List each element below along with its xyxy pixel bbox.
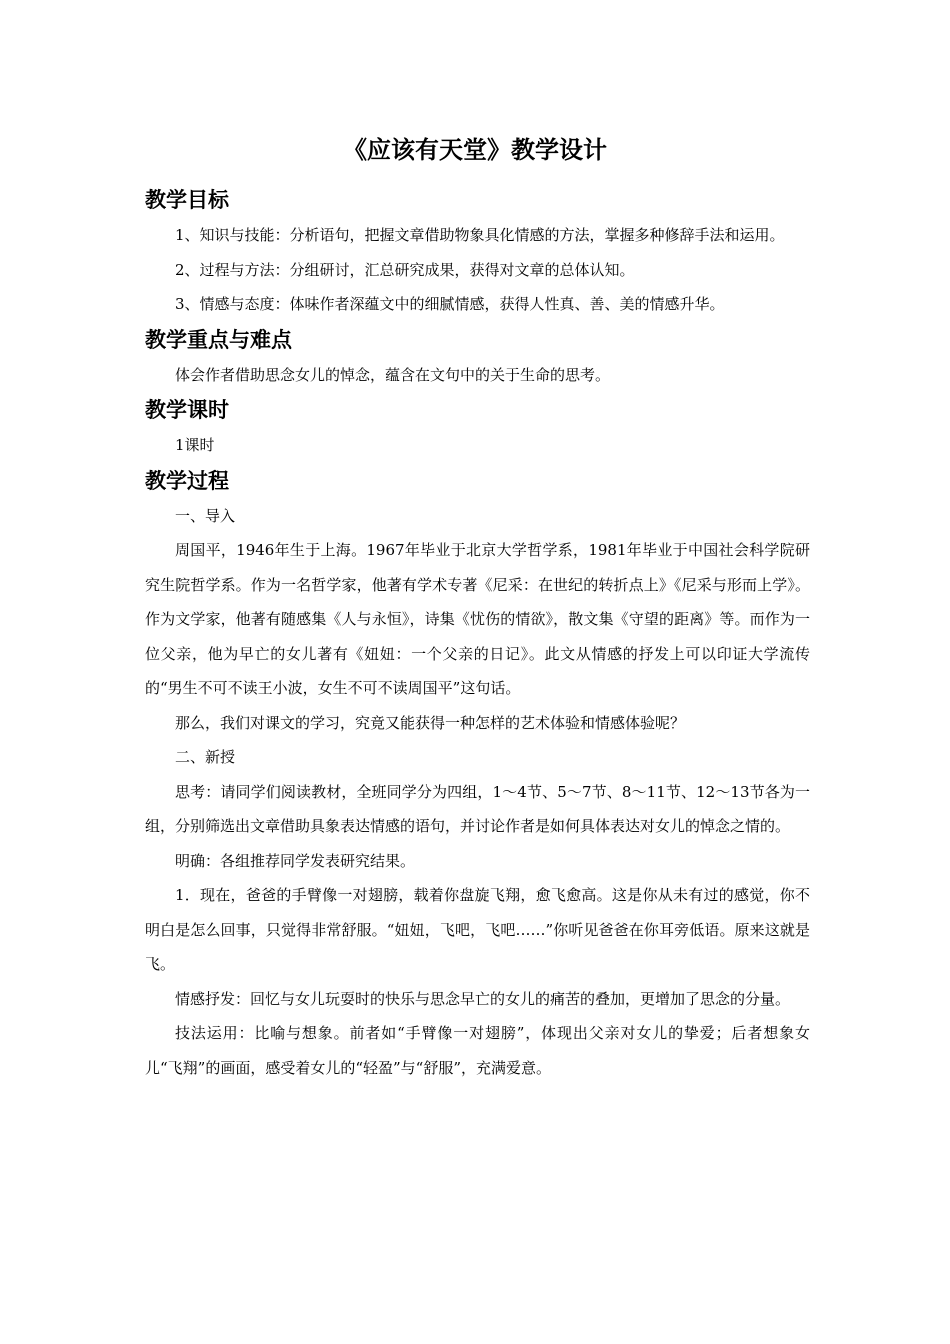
section-heading-process: 教学过程 xyxy=(145,468,229,493)
process-paragraph: 技法运用：比喻与想象。前者如“手臂像一对翅膀”，体现出父亲对女儿的挚爱；后者想象女儿“飞翔”的画面，感受着女儿的“轻盈”与“舒服”，充满爱意。 xyxy=(145,1024,810,1077)
objective-item: 3、情感与态度：体味作者深蕴文中的细腻情感，获得人性真、善、美的情感升华。 xyxy=(175,295,725,313)
objective-item: 1、知识与技能：分析语句，把握文章借助物象具化情感的方法，掌握多种修辞手法和运用。 xyxy=(175,226,785,244)
process-paragraph: 周国平，1946年生于上海。1967年毕业于北京大学哲学系，1981年毕业于中国社会科学院研究生院哲学系。作为一名哲学家，他著有学术专著《尼采：在世纪的转折点上》《尼采与形而上学》。作为文学家，他著有随感集《人与永恒》，诗集《忧伤的情欲》，散文集《守望的距离》等。而作为一位父亲，他为早亡的女儿著有《妞妞：一个父亲的日记》。此文从情感的抒发上可以印证大学流传的“男生不可不读王小波，女生不可不读周国平”这句话。 xyxy=(145,541,810,697)
process-paragraph: 情感抒发：回忆与女儿玩耍时的快乐与思念早亡的女儿的痛苦的叠加，更增加了思念的分量。 xyxy=(175,989,791,1008)
objective-item: 2、过程与方法：分组研讨，汇总研究成果，获得对文章的总体认知。 xyxy=(175,260,635,279)
process-paragraph: 明确：各组推荐同学发表研究结果。 xyxy=(175,851,416,870)
document-title: 《应该有天堂》教学设计 xyxy=(343,136,607,164)
hours-text: 1课时 xyxy=(175,436,215,454)
process-paragraph: 1．现在，爸爸的手臂像一对翅膀，载着你盘旋飞翔，愈飞愈高。这是你从未有过的感觉，你不明白是怎么回事，只觉得非常舒服。“妞妞，飞吧，飞吧……”你听见爸爸在你耳旁低语。原来这就是飞。 xyxy=(145,886,810,973)
process-step-heading: 二、新授 xyxy=(175,748,236,766)
process-step-heading: 一、导入 xyxy=(175,506,236,525)
section-heading-key-points: 教学重点与难点 xyxy=(145,327,292,352)
process-paragraph: 思考：请同学们阅读教材，全班同学分为四组，1～4节、5～7节、8～11节、12～13节各为一组，分别筛选出文章借助具象表达情感的语句，并讨论作者是如何具体表达对女儿的悼念之情的。 xyxy=(145,782,810,835)
section-heading-hours: 教学课时 xyxy=(145,398,229,422)
section-heading-objectives: 教学目标 xyxy=(145,188,229,212)
process-paragraph: 那么，我们对课文的学习，究竟又能获得一种怎样的艺术体验和情感体验呢？ xyxy=(175,713,686,732)
key-points-text: 体会作者借助思念女儿的悼念，蕴含在文句中的关于生命的思考。 xyxy=(175,365,611,384)
document-body xyxy=(145,182,810,1085)
